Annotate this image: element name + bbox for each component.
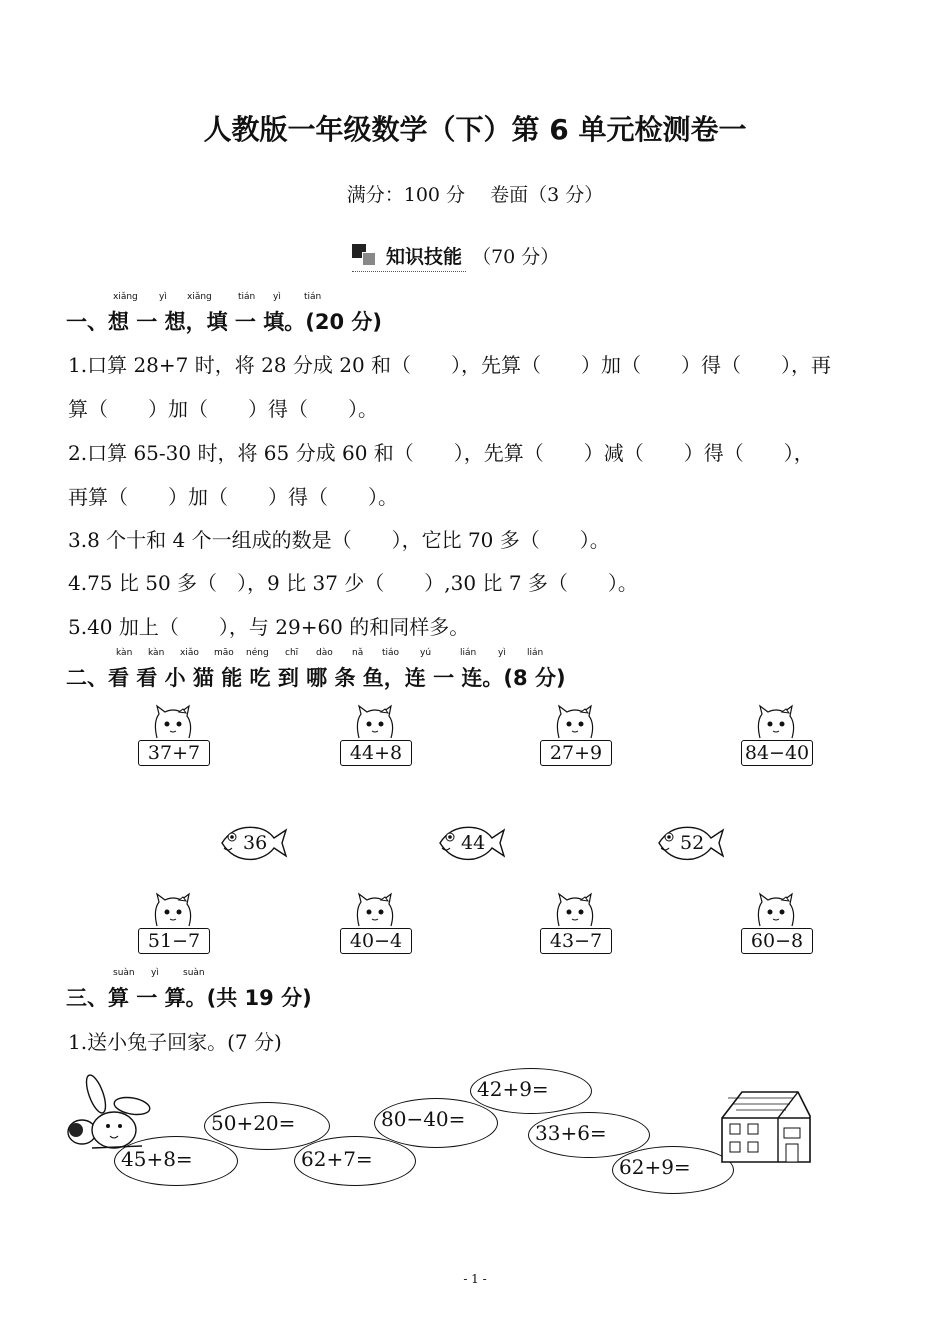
pinyin: xiǎng [113, 292, 138, 302]
section2-title: 二、看 看 小 猫 能 吃 到 哪 条 鱼，连 一 连。(8 分) [66, 666, 566, 690]
section2-heading [66, 648, 566, 692]
pinyin: lián [527, 648, 544, 658]
pinyin: dào [316, 648, 333, 658]
page-number: - 1 - [463, 1272, 487, 1286]
expression-oval: 42+9= [470, 1068, 592, 1114]
page-title: 人教版一年级数学（下）第 6 单元检测卷一 [203, 113, 747, 146]
section1-title: 一、想 一 想，填 一 填。(20 分) [66, 310, 382, 334]
question-line: 4.75 比 50 多（ ），9 比 37 少（ ）,30 比 7 多（ ）。 [68, 571, 638, 595]
pinyin: chī [285, 648, 299, 658]
cat-icon [551, 704, 599, 740]
section3-title: 三、算 一 算。(共 19 分) [66, 986, 312, 1010]
pinyin: yì [151, 968, 159, 978]
fish-number: 52 [680, 832, 705, 854]
cat-expression: 37+7 [138, 740, 210, 766]
pinyin: māo [214, 648, 234, 658]
pinyin: suàn [183, 968, 205, 978]
pinyin: yú [420, 648, 432, 658]
pinyin: tián [238, 292, 256, 302]
cat-expression: 84−40 [741, 740, 813, 766]
section1-heading [66, 292, 382, 336]
expression-oval: 62+7= [294, 1136, 416, 1186]
pinyin: suàn [113, 968, 135, 978]
skill-label: 知识技能 [352, 242, 466, 272]
pinyin: yì [498, 648, 506, 658]
pinyin: néng [246, 648, 269, 658]
question-line: 5.40 加上（ ），与 29+60 的和同样多。 [68, 615, 470, 639]
question-line: 3.8 个十和 4 个一组成的数是（ ），它比 70 多（ ）。 [68, 528, 610, 552]
pinyin: lián [460, 648, 477, 658]
cat-expression: 40−4 [340, 928, 412, 954]
question-line: 1.口算 28+7 时，将 28 分成 20 和（ ），先算（ ）加（ ）得（ ），再 [68, 353, 832, 377]
pinyin: kàn [148, 648, 165, 658]
cat-icon [752, 892, 800, 928]
cat-icon [149, 892, 197, 928]
expression-oval: 50+20= [204, 1102, 330, 1150]
expression-oval: 62+9= [612, 1146, 734, 1194]
cat-icon [351, 704, 399, 740]
cat-icon [551, 892, 599, 928]
question-line: 再算（ ）加（ ）得（ ）。 [68, 485, 398, 509]
fish-number: 36 [243, 832, 268, 854]
cat-icon [351, 892, 399, 928]
sub-question: 1.送小兔子回家。(7 分) [68, 1030, 282, 1054]
cat-expression: 60−8 [741, 928, 813, 954]
cat-expression: 44+8 [340, 740, 412, 766]
question-line: 2.口算 65-30 时，将 65 分成 60 和（ ），先算（ ）减（ ）得（ ）， [68, 441, 814, 465]
expression-oval: 33+6= [528, 1112, 650, 1158]
pinyin: xiǎo [180, 648, 199, 658]
cat-icon [752, 704, 800, 740]
score-line: 满分：100 分 卷面（3 分） [346, 184, 604, 206]
pinyin: yì [159, 292, 167, 302]
house-icon [718, 1088, 812, 1164]
fish-number: 44 [461, 832, 486, 854]
pinyin: tiáo [382, 648, 400, 658]
pinyin: tián [304, 292, 322, 302]
cat-icon [149, 704, 197, 740]
pinyin: xiǎng [187, 292, 212, 302]
pinyin: yì [273, 292, 281, 302]
question-line: 算（ ）加（ ）得（ ）。 [68, 397, 378, 421]
cat-expression: 27+9 [540, 740, 612, 766]
cat-expression: 51−7 [138, 928, 210, 954]
skill-points: （70 分） [472, 246, 560, 268]
expression-oval: 80−40= [374, 1098, 498, 1148]
skill-header [352, 242, 559, 272]
pinyin: kàn [116, 648, 133, 658]
pinyin: nǎ [352, 648, 364, 658]
cat-expression: 43−7 [540, 928, 612, 954]
expression-oval: 45+8= [114, 1136, 238, 1186]
section3-heading [66, 968, 312, 1012]
